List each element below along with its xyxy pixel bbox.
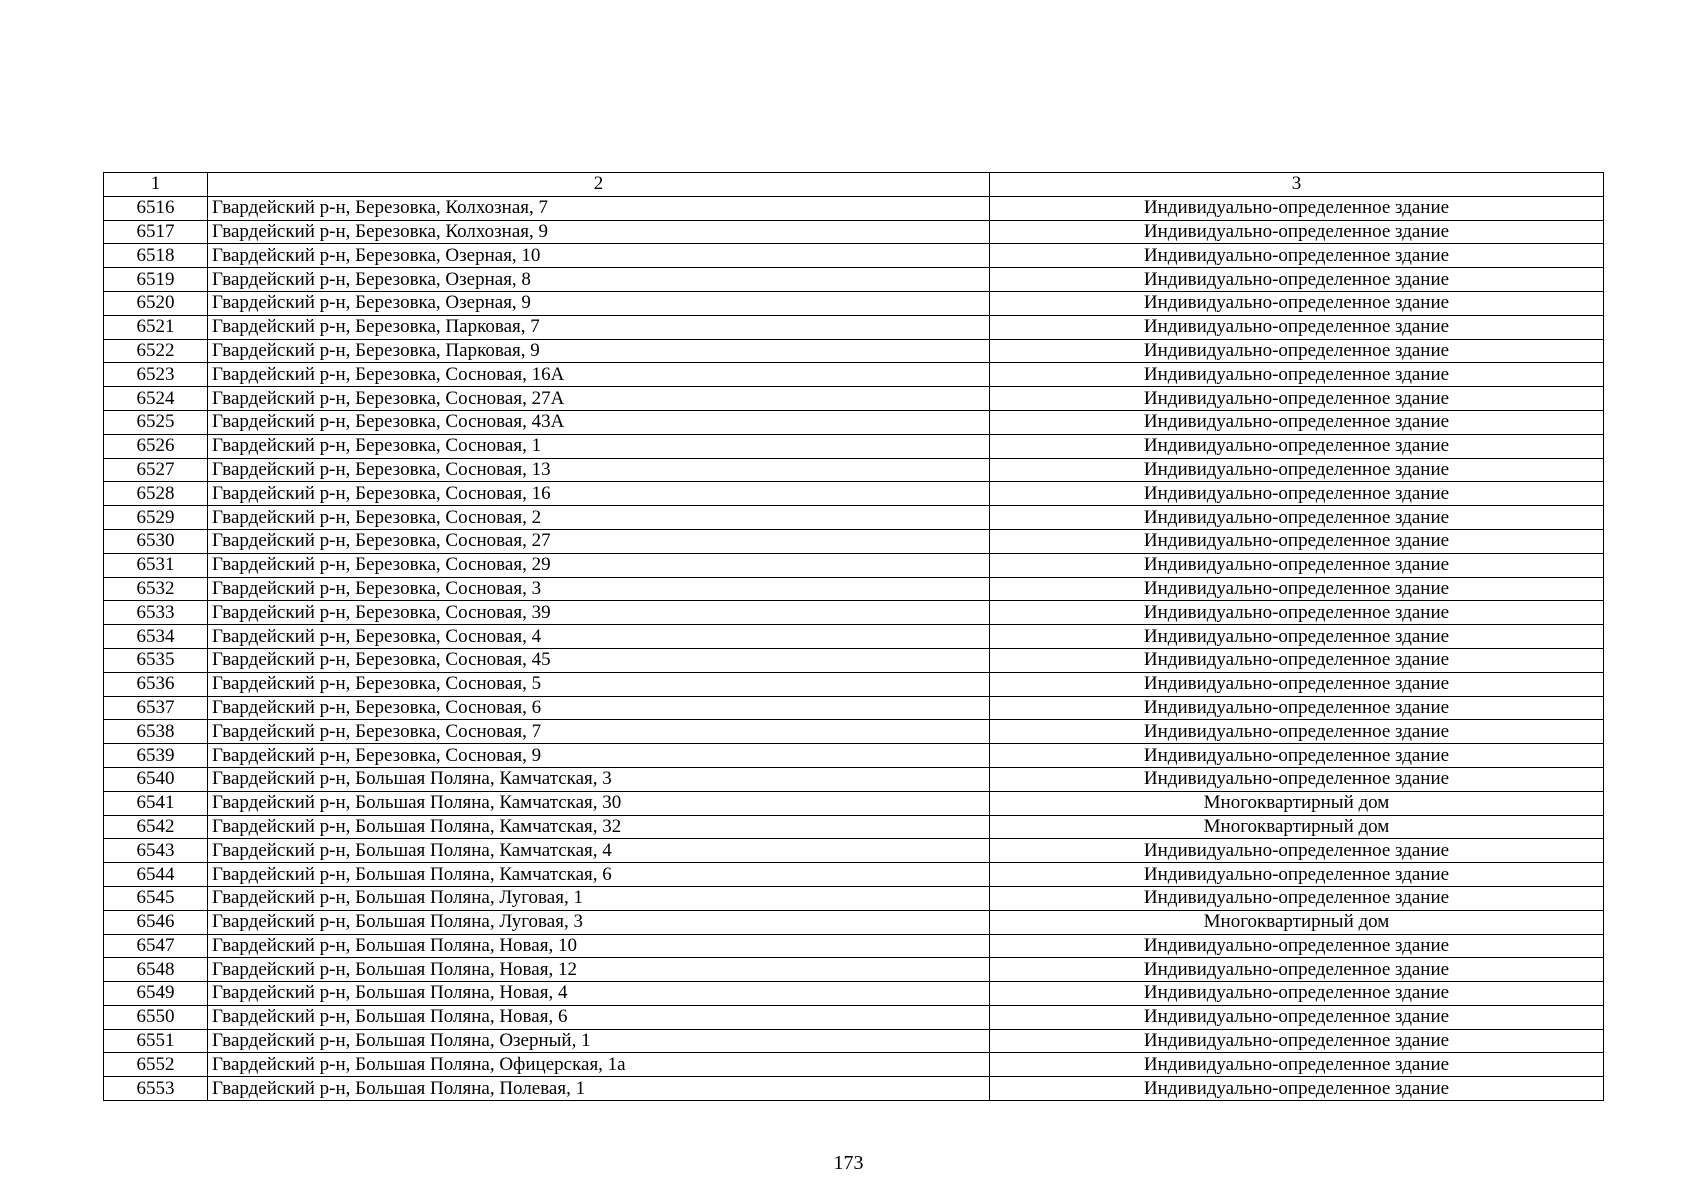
row-number-cell: 6533 <box>104 601 208 625</box>
address-cell: Гвардейский р-н, Березовка, Озерная, 10 <box>208 244 990 268</box>
address-cell: Гвардейский р-н, Березовка, Сосновая, 4 <box>208 625 990 649</box>
row-number-cell: 6523 <box>104 363 208 387</box>
building-type-cell: Индивидуально-определенное здание <box>990 601 1604 625</box>
address-cell: Гвардейский р-н, Березовка, Сосновая, 16 <box>208 482 990 506</box>
address-cell: Гвардейский р-н, Большая Поляна, Луговая, 1 <box>208 886 990 910</box>
table-row <box>104 196 1604 220</box>
page-number: 173 <box>833 1152 864 1174</box>
building-type-cell: Индивидуально-определенное здание <box>990 363 1604 387</box>
address-cell: Гвардейский р-н, Большая Поляна, Новая, 6 <box>208 1005 990 1029</box>
table-row <box>104 767 1604 791</box>
table-row <box>104 410 1604 434</box>
table-row <box>104 696 1604 720</box>
address-cell: Гвардейский р-н, Березовка, Парковая, 7 <box>208 315 990 339</box>
address-cell: Гвардейский р-н, Березовка, Сосновая, 5 <box>208 672 990 696</box>
building-type-cell: Индивидуально-определенное здание <box>990 672 1604 696</box>
table-row <box>104 934 1604 958</box>
building-type-cell: Индивидуально-определенное здание <box>990 268 1604 292</box>
table-row <box>104 1077 1604 1101</box>
table-row <box>104 244 1604 268</box>
address-cell: Гвардейский р-н, Березовка, Сосновая, 27 <box>208 529 990 553</box>
table-row <box>104 625 1604 649</box>
address-cell: Гвардейский р-н, Березовка, Озерная, 8 <box>208 268 990 292</box>
building-type-cell: Индивидуально-определенное здание <box>990 767 1604 791</box>
row-number-cell: 6552 <box>104 1053 208 1077</box>
table-row <box>104 815 1604 839</box>
building-type-cell: Индивидуально-определенное здание <box>990 529 1604 553</box>
building-type-cell: Индивидуально-определенное здание <box>990 315 1604 339</box>
row-number-cell: 6546 <box>104 910 208 934</box>
table-row <box>104 648 1604 672</box>
building-type-cell: Индивидуально-определенное здание <box>990 291 1604 315</box>
header-cell-2: 2 <box>208 173 990 197</box>
building-type-cell: Индивидуально-определенное здание <box>990 410 1604 434</box>
address-cell: Гвардейский р-н, Березовка, Сосновая, 2 <box>208 506 990 530</box>
address-cell: Гвардейский р-н, Березовка, Сосновая, 43А <box>208 410 990 434</box>
row-number-cell: 6543 <box>104 839 208 863</box>
row-number-cell: 6548 <box>104 958 208 982</box>
row-number-cell: 6522 <box>104 339 208 363</box>
address-cell: Гвардейский р-н, Большая Поляна, Офицерская, 1а <box>208 1053 990 1077</box>
table-row <box>104 1053 1604 1077</box>
building-type-cell: Индивидуально-определенное здание <box>990 577 1604 601</box>
address-cell: Гвардейский р-н, Большая Поляна, Луговая, 3 <box>208 910 990 934</box>
building-type-cell: Индивидуально-определенное здание <box>990 1029 1604 1053</box>
table-row <box>104 458 1604 482</box>
header-cell-3: 3 <box>990 173 1604 197</box>
building-type-cell: Индивидуально-определенное здание <box>990 696 1604 720</box>
table-row <box>104 315 1604 339</box>
address-cell: Гвардейский р-н, Березовка, Сосновая, 27А <box>208 387 990 411</box>
building-type-cell: Индивидуально-определенное здание <box>990 387 1604 411</box>
table-row <box>104 791 1604 815</box>
row-number-cell: 6541 <box>104 791 208 815</box>
row-number-cell: 6520 <box>104 291 208 315</box>
address-cell: Гвардейский р-н, Большая Поляна, Камчатская, 30 <box>208 791 990 815</box>
table-row <box>104 886 1604 910</box>
table-row <box>104 1005 1604 1029</box>
address-cell: Гвардейский р-н, Большая Поляна, Камчатская, 32 <box>208 815 990 839</box>
table-row <box>104 672 1604 696</box>
row-number-cell: 6518 <box>104 244 208 268</box>
building-type-cell: Индивидуально-определенное здание <box>990 982 1604 1006</box>
address-cell: Гвардейский р-н, Березовка, Сосновая, 39 <box>208 601 990 625</box>
building-type-cell: Индивидуально-определенное здание <box>990 744 1604 768</box>
row-number-cell: 6532 <box>104 577 208 601</box>
building-type-cell: Многоквартирный дом <box>990 815 1604 839</box>
address-cell: Гвардейский р-н, Березовка, Колхозная, 9 <box>208 220 990 244</box>
row-number-cell: 6537 <box>104 696 208 720</box>
table-row <box>104 720 1604 744</box>
table-row <box>104 982 1604 1006</box>
address-cell: Гвардейский р-н, Березовка, Сосновая, 29 <box>208 553 990 577</box>
row-number-cell: 6544 <box>104 863 208 887</box>
row-number-cell: 6519 <box>104 268 208 292</box>
address-cell: Гвардейский р-н, Березовка, Сосновая, 13 <box>208 458 990 482</box>
building-type-cell: Индивидуально-определенное здание <box>990 1053 1604 1077</box>
row-number-cell: 6530 <box>104 529 208 553</box>
address-cell: Гвардейский р-н, Березовка, Сосновая, 45 <box>208 648 990 672</box>
row-number-cell: 6516 <box>104 196 208 220</box>
row-number-cell: 6528 <box>104 482 208 506</box>
building-type-cell: Индивидуально-определенное здание <box>990 863 1604 887</box>
building-type-cell: Индивидуально-определенное здание <box>990 220 1604 244</box>
row-number-cell: 6524 <box>104 387 208 411</box>
address-cell: Гвардейский р-н, Большая Поляна, Камчатская, 3 <box>208 767 990 791</box>
row-number-cell: 6534 <box>104 625 208 649</box>
table-body <box>104 173 1604 1101</box>
row-number-cell: 6542 <box>104 815 208 839</box>
row-number-cell: 6527 <box>104 458 208 482</box>
building-type-cell: Индивидуально-определенное здание <box>990 886 1604 910</box>
table-row <box>104 577 1604 601</box>
table-row <box>104 601 1604 625</box>
row-number-cell: 6538 <box>104 720 208 744</box>
address-cell: Гвардейский р-н, Березовка, Колхозная, 7 <box>208 196 990 220</box>
building-type-cell: Индивидуально-определенное здание <box>990 339 1604 363</box>
row-number-cell: 6525 <box>104 410 208 434</box>
building-type-cell: Индивидуально-определенное здание <box>990 458 1604 482</box>
row-number-cell: 6553 <box>104 1077 208 1101</box>
table-header-row <box>104 173 1604 197</box>
building-type-cell: Многоквартирный дом <box>990 910 1604 934</box>
row-number-cell: 6545 <box>104 886 208 910</box>
row-number-cell: 6539 <box>104 744 208 768</box>
row-number-cell: 6536 <box>104 672 208 696</box>
address-cell: Гвардейский р-н, Березовка, Сосновая, 3 <box>208 577 990 601</box>
table-row <box>104 529 1604 553</box>
row-number-cell: 6547 <box>104 934 208 958</box>
building-type-cell: Индивидуально-определенное здание <box>990 482 1604 506</box>
table-row <box>104 958 1604 982</box>
address-cell: Гвардейский р-н, Большая Поляна, Озерный, 1 <box>208 1029 990 1053</box>
address-cell: Гвардейский р-н, Березовка, Озерная, 9 <box>208 291 990 315</box>
address-cell: Гвардейский р-н, Большая Поляна, Камчатская, 4 <box>208 839 990 863</box>
table-row <box>104 339 1604 363</box>
table-row <box>104 553 1604 577</box>
building-type-cell: Индивидуально-определенное здание <box>990 244 1604 268</box>
table-row <box>104 744 1604 768</box>
address-cell: Гвардейский р-н, Березовка, Сосновая, 1 <box>208 434 990 458</box>
row-number-cell: 6531 <box>104 553 208 577</box>
building-type-cell: Индивидуально-определенное здание <box>990 934 1604 958</box>
building-type-cell: Многоквартирный дом <box>990 791 1604 815</box>
address-cell: Гвардейский р-н, Березовка, Сосновая, 9 <box>208 744 990 768</box>
row-number-cell: 6517 <box>104 220 208 244</box>
building-type-cell: Индивидуально-определенное здание <box>990 1005 1604 1029</box>
header-cell-1: 1 <box>104 173 208 197</box>
row-number-cell: 6540 <box>104 767 208 791</box>
table-row <box>104 506 1604 530</box>
building-type-cell: Индивидуально-определенное здание <box>990 839 1604 863</box>
building-type-cell: Индивидуально-определенное здание <box>990 196 1604 220</box>
address-cell: Гвардейский р-н, Большая Поляна, Новая, 10 <box>208 934 990 958</box>
building-type-cell: Индивидуально-определенное здание <box>990 625 1604 649</box>
table-row <box>104 863 1604 887</box>
address-cell: Гвардейский р-н, Березовка, Парковая, 9 <box>208 339 990 363</box>
building-type-cell: Индивидуально-определенное здание <box>990 553 1604 577</box>
building-type-cell: Индивидуально-определенное здание <box>990 648 1604 672</box>
row-number-cell: 6550 <box>104 1005 208 1029</box>
row-number-cell: 6551 <box>104 1029 208 1053</box>
row-number-cell: 6535 <box>104 648 208 672</box>
address-cell: Гвардейский р-н, Березовка, Сосновая, 6 <box>208 696 990 720</box>
table-row <box>104 387 1604 411</box>
table-row <box>104 482 1604 506</box>
table-row <box>104 839 1604 863</box>
building-type-cell: Индивидуально-определенное здание <box>990 506 1604 530</box>
address-cell: Гвардейский р-н, Березовка, Сосновая, 7 <box>208 720 990 744</box>
building-type-cell: Индивидуально-определенное здание <box>990 1077 1604 1101</box>
table-row <box>104 268 1604 292</box>
row-number-cell: 6526 <box>104 434 208 458</box>
table-row <box>104 220 1604 244</box>
row-number-cell: 6549 <box>104 982 208 1006</box>
address-cell: Гвардейский р-н, Березовка, Сосновая, 16А <box>208 363 990 387</box>
table-row <box>104 434 1604 458</box>
address-cell: Гвардейский р-н, Большая Поляна, Камчатская, 6 <box>208 863 990 887</box>
building-type-cell: Индивидуально-определенное здание <box>990 958 1604 982</box>
address-cell: Гвардейский р-н, Большая Поляна, Полевая, 1 <box>208 1077 990 1101</box>
buildings-table <box>103 172 1604 1101</box>
row-number-cell: 6529 <box>104 506 208 530</box>
row-number-cell: 6521 <box>104 315 208 339</box>
address-cell: Гвардейский р-н, Большая Поляна, Новая, 4 <box>208 982 990 1006</box>
building-type-cell: Индивидуально-определенное здание <box>990 434 1604 458</box>
table-row <box>104 910 1604 934</box>
table-row <box>104 1029 1604 1053</box>
table-row <box>104 291 1604 315</box>
address-cell: Гвардейский р-н, Большая Поляна, Новая, 12 <box>208 958 990 982</box>
building-type-cell: Индивидуально-определенное здание <box>990 720 1604 744</box>
table-row <box>104 363 1604 387</box>
